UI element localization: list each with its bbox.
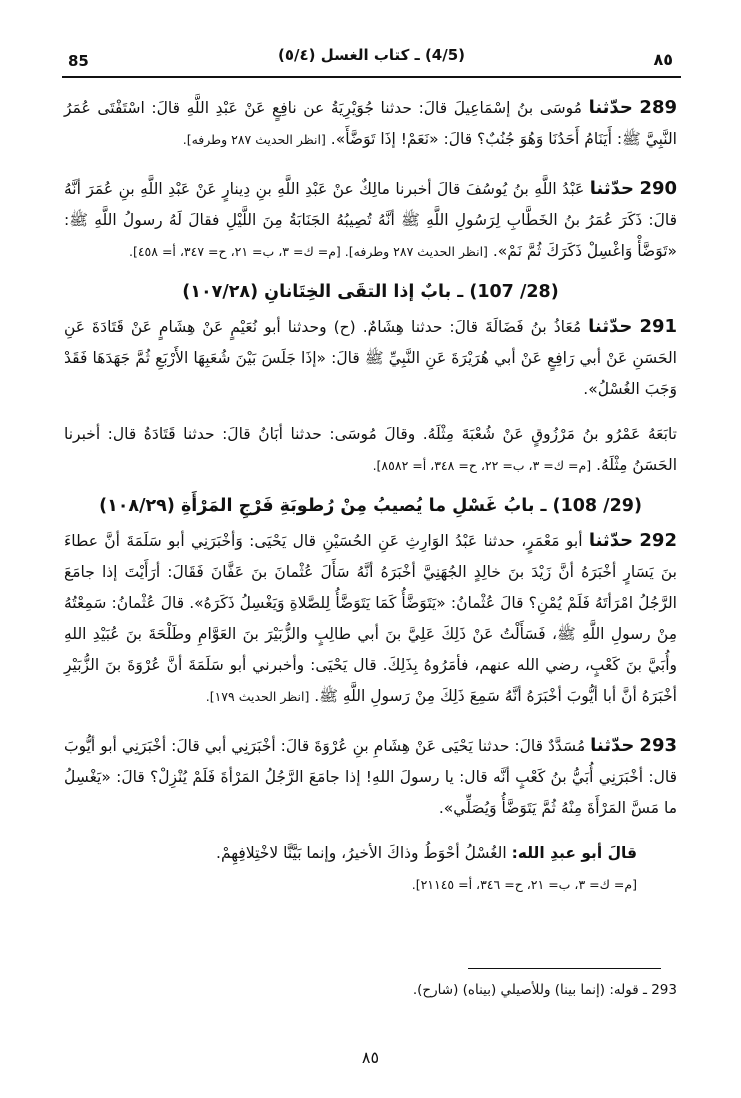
- haddathana-word: حدّثنا: [588, 97, 633, 118]
- haddathana-word: حدّثنا: [588, 316, 633, 337]
- running-title: (4/5) ـ كتاب الغسل (٥/٤): [277, 46, 466, 64]
- footnote: 293 ـ قوله: (إنما بينا) وللأصيلي (بيناه) (شارح).: [412, 982, 677, 998]
- hadith-number: 290: [639, 178, 678, 199]
- haddathana-word: حدّثنا: [588, 530, 634, 551]
- hadith-reference: [انظر الحديث ٢٨٧ وطرفه].: [182, 132, 326, 147]
- hadith-reference: [م= ك= ٣، ب= ٢١، ح= ٣٤٦، أ= ٢١١٤٥].: [411, 877, 637, 892]
- page-header: [62, 44, 681, 74]
- hadith-number: 289: [639, 97, 677, 118]
- hadith-text: أبو مَعْمَرٍ، حدثنا عَبْدُ الوَارِثِ عَنِ الحُسَيْنِ قال يَحْيَى: وَأخْبَرَنِي أبو سَلَمَةَ أنَّ عطاءَ بنَ يَسَارٍ أخْبَرَهُ أنَّ زَيْدَ بنَ خالِدٍ الجُهَنِيَّ أخْبَرَهُ أنَّهُ سَأَلَ عُثْمانَ بنَ عَفَّانَ فَقَالَ: أرَأَيْتَ إذا جامَعَ الرَّجُلُ امْرَأتَهُ فَلَمْ يُمْنِ؟ قالَ عُثْمانُ: «يَتَوَضَّأُ كَمَا يَتَوَضَّأُ لِلصَّلاةِ وَيَغْسِلُ ذَكَرَهُ». قالَ عُثْمانُ: سَمِعْتُهُ مِنْ رسولِ اللَّهِ ﷺ، فَسَأَلْتُ عَنْ ذَلِكَ عَلِيَّ بنَ أبي طالِبٍ والزُّبَيْرَ بنَ العَوَّامِ وطَلْحَةَ بنَ عُبَيْدِ اللهِ وأُبَيَّ بنَ كَعْبٍ، رضي الله عنهم، فأمَرُوهُ بِذَلِكَ. قال يَحْيَى: وأخبرني أبو سَلَمَةَ أنَّ عُرْوَةَ بنَ الزُّبَيْرِ أخْبَرَهُ أنَّ أبا أيُّوبَ أخْبَرَهُ أنَّهُ سَمِعَ ذَلِكَ مِنْ رَسولِ اللَّهِ ﷺ.: [64, 532, 677, 705]
- hadith-number: 293: [639, 735, 677, 756]
- comment-label: قالَ أبو عبدِ الله:: [511, 844, 637, 862]
- header-rule: [62, 76, 681, 78]
- hadith-292: [64, 525, 677, 712]
- hadith-reference: [م= ك= ٣، ب= ٢٢، ح= ٣٤٨، أ= ٨٥٨٢].: [372, 458, 592, 473]
- hadith-text: مُسَدَّدٌ قالَ: حدثنا يَحْيَى عَنْ هِشَامِ بنِ عُرْوَةَ قالَ: أخْبَرَنِي أبي قالَ: أخْبَرَنِي أبو أيُّوبَ قال: أخْبَرَنِي أُبَيُّ بنُ كَعْبٍ أنَّه قال: يا رسولَ اللهِ! إذا جامَعَ الرَّجُلُ المَرْأةَ فَلَمْ يُنْزِلْ؟ قالَ: «يَغْسِلُ ما مَسَّ المَرْأَةَ مِنْهُ ثُمَّ يَتَوَضَّأُ وَيُصَلِّي».: [64, 737, 677, 817]
- hadith-number: 291: [639, 316, 678, 337]
- page-number-footer: ٨٥: [361, 1048, 380, 1067]
- page-number-latin: 85: [68, 52, 89, 70]
- hadith-289: [64, 92, 677, 155]
- hadith-text: مُعَاذُ بنُ فَضَالَةَ قالَ: حدثنا هِشَامٌ. (ح) وحدثنا أبو نُعَيْمٍ عَنْ هِشَامٍ عَنْ قَتَادَةَ عَنِ الحَسَنِ عَنْ أبي رَافِعٍ عَنْ أبي هُرَيْرَةَ عَنِ النَّبِيِّ ﷺ قالَ: «إذَا جَلَسَ بَيْنَ شُعَبِهَا الأَرْبَعِ ثُمَّ جَهَدَهَا فَقَدْ وَجَبَ الغُسْلُ».: [64, 318, 677, 398]
- hadith-text: مُوسَى بنُ إسْمَاعِيلَ قالَ: حدثنا جُوَيْرِيَةُ عن نافِعٍ عَنْ عَبْدِ اللَّهِ قالَ: اسْتَفْتَى عُمَرُ النَّبِيَّ ﷺ: أَيَنَامُ أَحَدُنَا وَهُوَ جُنُبٌ؟ قالَ: «نَعَمْ! إذَا تَوَضَّأَ».: [64, 99, 677, 148]
- hadith-reference: [انظر الحديث ٢٨٧ وطرفه]. [م= ك= ٣، ب= ٢١، ح= ٣٤٧، أ= ٤٥٨].: [128, 244, 488, 259]
- hadith-number: 292: [639, 530, 677, 551]
- chapter-heading-28: (28/ 107) ـ بابٌ إذا التقَى الخِتَانانِ (١٠٧/٢٨): [182, 282, 559, 302]
- follow-text: تابَعَهُ عَمْرُو بنُ مَرْزُوقٍ عَنْ شُعْبَةَ مِثْلَهُ. وقالَ مُوسَى: حدثنا أبَانُ قالَ: حدثنا قَتَادَةُ قال: أخبرنا الحَسَنُ مِثْلَهُ.: [64, 425, 677, 474]
- hadith-reference: [انظر الحديث ١٧٩].: [205, 689, 310, 704]
- hadith-293: [64, 730, 677, 824]
- hadith-text: عَبْدُ اللَّهِ بنُ يُوسُفَ قالَ أخبرنا مالِكٌ عنْ عَبْدِ اللَّهِ بنِ دِينارٍ عَنْ عَبْدِ اللَّهِ بنِ عُمَرَ أنَّهُ قالَ: ذَكَرَ عُمَرُ بنُ الخَطَّابِ لِرَسُولِ اللَّهِ ﷺ أنَّهُ تُصِيبُهُ الجَنَابَةُ مِنَ اللَّيْلِ فقالَ لَهُ رسولُ اللَّهِ ﷺ: «تَوَضَّأْ وَاغْسِلْ ذَكَرَكَ ثُمَّ نَمْ».: [64, 180, 677, 260]
- abu-abdullah-comment: [64, 838, 677, 900]
- comment-text: الغُسْلُ أحْوَطُ وذاكَ الأخيرُ، وإنما بَيَّنَّا لاخْتِلافِهِمْ.: [216, 844, 507, 862]
- hadith-291-follow: [64, 419, 677, 481]
- footnote-rule: [468, 968, 661, 969]
- haddathana-word: حدّثنا: [590, 735, 635, 756]
- page-number-arabic: ٨٥: [653, 50, 673, 69]
- chapter-heading-29: (29/ 108) ـ بابُ غَسْلِ ما يُصيبُ مِنْ رُطوبَةِ فَرْجِ المَرْأَةِ (١٠٨/٢٩): [99, 496, 642, 516]
- hadith-290: [64, 173, 677, 267]
- main-text: [64, 88, 677, 900]
- haddathana-word: حدّثنا: [589, 178, 634, 199]
- hadith-291: [64, 311, 677, 405]
